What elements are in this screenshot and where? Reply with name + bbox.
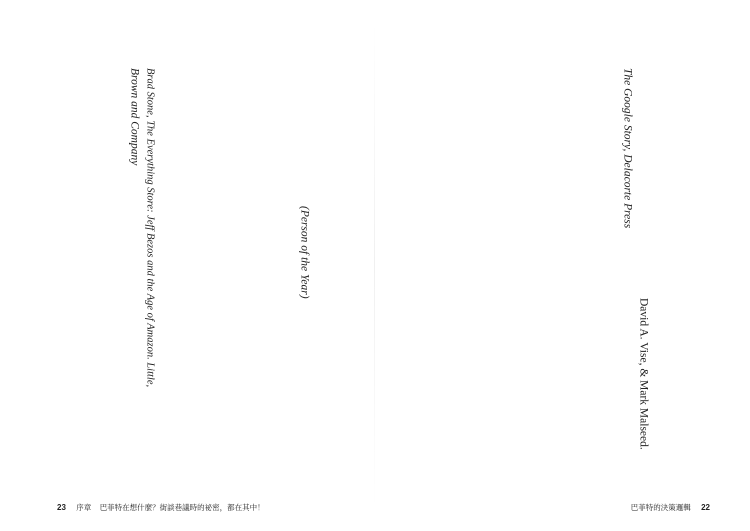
right-page-body [403, 62, 703, 462]
page-number: 23 [57, 503, 66, 512]
english-fragment: David A. Vise, & Mark Malseed. [637, 298, 650, 450]
left-page-english-fragments [60, 62, 360, 462]
right-page-english-fragments [403, 62, 703, 462]
page-number: 22 [701, 503, 710, 512]
running-title: 巴菲特在想什麼？街談巷議時的祕密，都在其中！ [99, 503, 265, 512]
chapter-label: 序章 [76, 503, 92, 512]
left-page-footer [57, 502, 265, 514]
english-fragment: Brown and Company [128, 68, 141, 166]
right-page [375, 0, 750, 531]
english-fragment: (Person of the Year) [298, 206, 311, 299]
left-page-body [60, 62, 360, 462]
right-page-footer [631, 502, 710, 514]
english-fragment: The Google Story, Delacorte Press [621, 68, 634, 229]
english-fragment: Brad Stone, The Everything Store: Jeff Bezos and the Age of Amazon. Little, [144, 68, 156, 388]
running-title: 巴菲特的決策邏輯 [630, 503, 691, 512]
